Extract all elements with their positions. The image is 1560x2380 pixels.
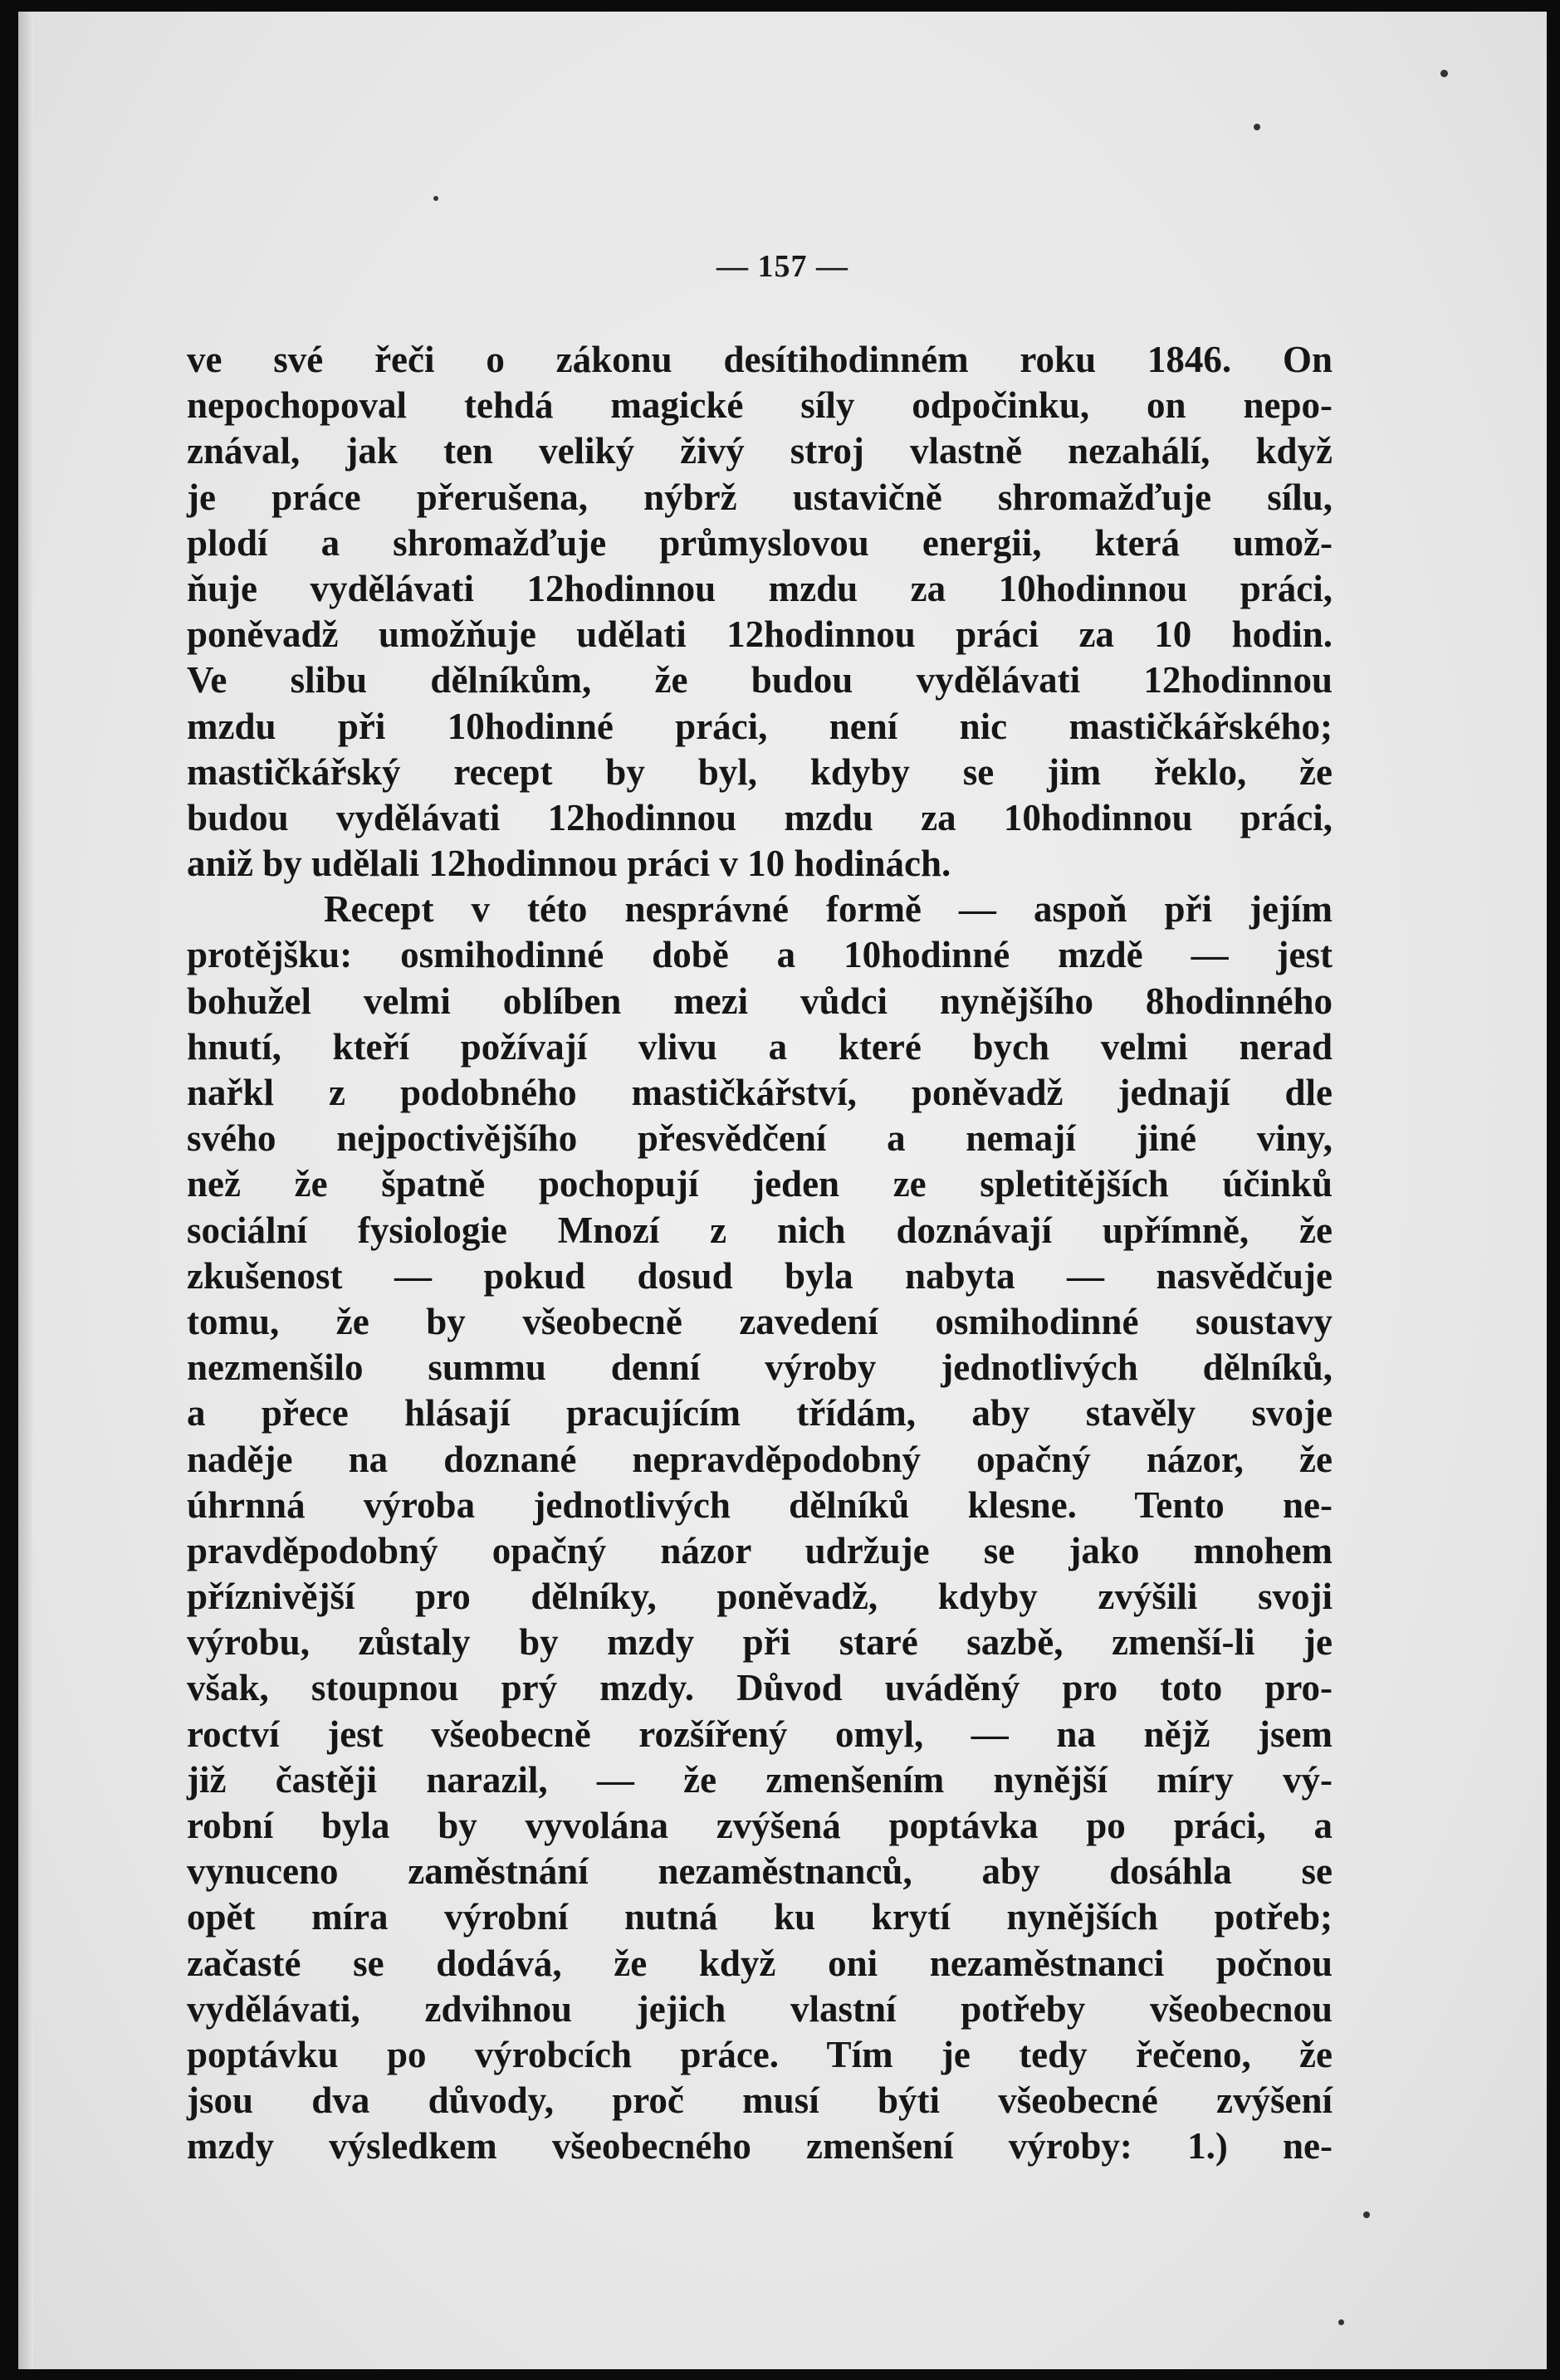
text-line: a přece hlásají pracujícím třídám, aby stavěly svoje (187, 1392, 1333, 1434)
text-line: již častěji narazil, — že zmenšením nynější míry vý- (187, 1758, 1333, 1801)
text-line: ňuje vydělávati 12hodinnou mzdu za 10hodinnou práci, (187, 567, 1333, 609)
text-line: aniž by udělali 12hodinnou práci v 10 hodinách. (187, 843, 951, 885)
text-line: opět míra výrobní nutná ku krytí nynějších potřeb; (187, 1896, 1333, 1938)
text-line: hnutí, kteří požívají vlivu a které bych velmi nerad (187, 1025, 1333, 1068)
text-line: než že špatně pochopují jeden ze spletitějších účinků (187, 1163, 1333, 1205)
text-line: roctví jest všeobecně rozšířený omyl, — na nějž jsem (187, 1713, 1333, 1755)
text-line: začasté se dodává, že když oni nezaměstnanci počnou (187, 1942, 1333, 1984)
text-line: plodí a shromažďuje průmyslovou energii, která umož- (187, 521, 1333, 564)
page-number: — 157 — (716, 249, 848, 284)
text-line: bohužel velmi oblíben mezi vůdci nynějšího 8hodinného (187, 980, 1333, 1022)
text-line: příznivější pro dělníky, poněvadž, kdyby zvýšili svoji (187, 1576, 1333, 1618)
dust-speck (1440, 70, 1448, 77)
dust-speck (1338, 2319, 1344, 2325)
body-text (187, 337, 1333, 2170)
dust-speck (1363, 2211, 1370, 2218)
text-line: však, stoupnou prý mzdy. Důvod uváděný pro toto pro- (187, 1667, 1333, 1709)
text-line: znával, jak ten veliký živý stroj vlastně nezahálí, když (187, 430, 1333, 472)
text-line: poněvadž umožňuje udělati 12hodinnou práci za 10 hodin. (187, 613, 1333, 656)
text-line: vydělávati, zdvihnou jejich vlastní potřeby všeobecnou (187, 1987, 1333, 2030)
book-page (18, 12, 1547, 2369)
text-line: svého nejpoctivějšího přesvědčení a nemají jiné viny, (187, 1117, 1333, 1160)
text-line: Ve slibu dělníkům, že budou vydělávati 12hodinnou (187, 659, 1333, 701)
text-line: robní byla by vyvolána zvýšená poptávka po práci, a (187, 1805, 1333, 1846)
page-binding-shadow (18, 12, 33, 2369)
text-line: zkušenost — pokud dosud byla nabyta — nasvědčuje (187, 1254, 1333, 1297)
text-line: tomu, že by všeobecně zavedení osmihodinné soustavy (187, 1300, 1333, 1342)
text-line: naděje na doznané nepravděpodobný opačný názor, že (187, 1438, 1333, 1480)
text-line: mastičkářský recept by byl, kdyby se jim řeklo, že (187, 750, 1333, 793)
text-line: úhrnná výroba jednotlivých dělníků klesne. Tento ne- (187, 1483, 1333, 1526)
text-line: pravděpodobný opačný názor udržuje se jako mnohem (187, 1529, 1333, 1571)
text-line: nepochopoval tehdá magické síly odpočinku, on nepo- (187, 384, 1333, 427)
text-line: jsou dva důvody, proč musí býti všeobecné zvýšení (187, 2079, 1333, 2122)
text-line: výrobu, zůstaly by mzdy při staré sazbě, zmenší-li je (187, 1621, 1333, 1664)
text-line: nezmenšilo summu denní výroby jednotlivých dělníků, (187, 1346, 1333, 1389)
text-line: nařkl z podobného mastičkářství, poněvadž jednají dle (187, 1072, 1333, 1113)
dust-speck (1254, 124, 1260, 130)
text-line: mzdu při 10hodinné práci, není nic mastičkářského; (187, 705, 1333, 747)
dust-speck (433, 196, 438, 201)
text-line: Recept v této nesprávné formě — aspoň při jejím (324, 888, 1333, 931)
text-line: ve své řeči o zákonu desítihodinném roku 1846. On (187, 339, 1333, 380)
text-line: poptávku po výrobcích práce. Tím je tedy řečeno, že (187, 2033, 1333, 2075)
text-line: vynuceno zaměstnání nezaměstnanců, aby dosáhla se (187, 1850, 1333, 1893)
text-line: budou vydělávati 12hodinnou mzdu za 10hodinnou práci, (187, 796, 1333, 838)
text-line: mzdy výsledkem všeobecného zmenšení výroby: 1.) ne- (187, 2125, 1333, 2167)
text-line: sociální fysiologie Mnozí z nich doznávají upřímně, že (187, 1209, 1333, 1251)
text-line: protějšku: osmihodinné době a 10hodinné mzdě — jest (187, 934, 1333, 976)
text-line: je práce přerušena, nýbrž ustavičně shromažďuje sílu, (187, 476, 1333, 518)
